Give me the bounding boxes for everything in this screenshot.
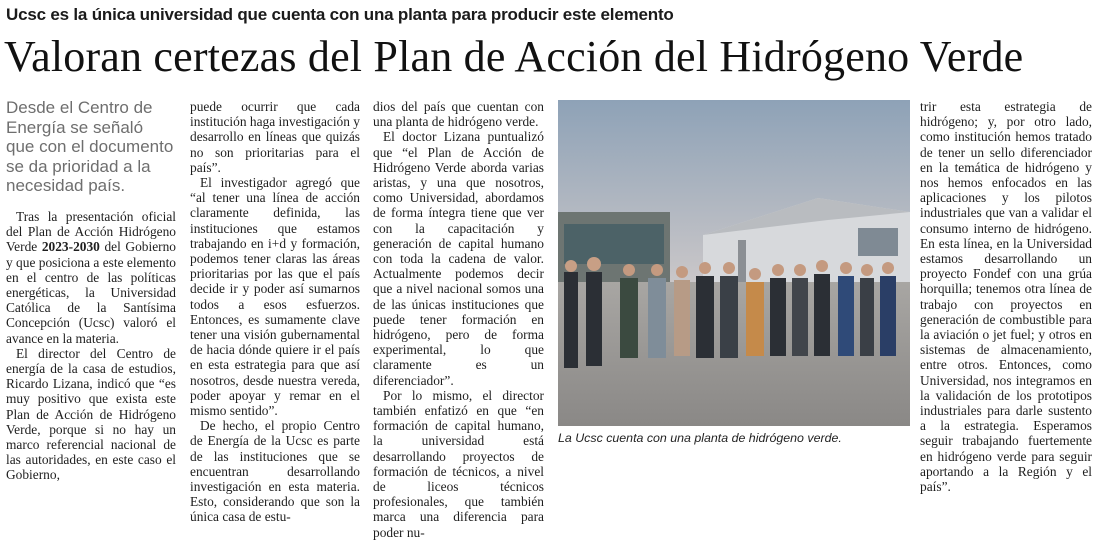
paragraph: Por lo mismo, el director también enfatizó en que “en formación de capital humano, la universidad está desarrollando proyectos de formación de técnicos, a nivel de liceos técnicos profesionales, que también marca una diferencia para poder nu- (373, 387, 544, 540)
lead-summary: Desde el Centro de Energía se señaló que con el documento se da prioridad a la necesidad país. (6, 98, 174, 196)
paragraph: trir esta estrategia de hidrógeno; y, por otro lado, como institución hemos tratado de tener un sello diferenciador en la temática de hidrógeno y nos hemos enfocados en las aplicaciones y los pilotos industriales que van a validar el consumo interno de hidrógeno. En esta línea, en la Universidad estamos desarrollando un proyecto Fondef con una grúa horquilla; tenemos otra línea de trabajo con proyectos en generación de combustible para la aviación o jet fuel; y otros en sistemas de almacenamiento, entre otros. Entonces, como Universidad, nos integramos en la validación de los prototipos industriales para darle sustento a la estrategia. Esperamos seguir trabajando fuertemente en hidrógeno verde para seguir aportando a la Región y el país”. (920, 99, 1092, 495)
article-column-3 (373, 99, 544, 540)
article-column-2 (190, 99, 360, 525)
article-column-4 (920, 99, 1092, 494)
paragraph: puede ocurrir que cada institución haga investigación y desarrollo en líneas que quizás no son prioritarias para el país”. (190, 99, 360, 175)
group-photo (558, 100, 910, 426)
photo-illustration (558, 100, 910, 426)
paragraph: El investigador agregó que “al tener una línea de acción claramente definida, las instituciones que estamos trabajando en i+d y formación, podemos tener claras las áreas prioritarias por las que el país decide ir y poder así sumarnos todos a esos esfuerzos. Entonces, es sumamente clave tener una visión gubernamental de hacia dónde quiere ir el país en esta estrategia para que así nosotros, desde nuestra vereda, poder apoyar y remar en el mismo sentido”. (190, 175, 360, 419)
paragraph: De hecho, el propio Centro de Energía de la Ucsc es parte de las instituciones que se encuentran desarrollando investigación en esta materia. Esto, considerando que son la única casa de estu- (190, 418, 360, 525)
plan-years: 2023-2030 (41, 239, 100, 255)
kicker: Ucsc es la única universidad que cuenta con una planta para producir este elemento (6, 5, 674, 24)
headline: Valoran certezas del Plan de Acción del Hidrógeno Verde (4, 32, 1024, 81)
paragraph: dios del país que cuentan con una planta de hidrógeno verde. (373, 99, 544, 130)
photo-caption: La Ucsc cuenta con una planta de hidrógeno verde. (558, 431, 842, 445)
paragraph: Tras la presentación oficial del Plan de Acción Hidrógeno Verde 2023-2030 del Gobierno y que posiciona a este elemento en el centro de las políticas energéticas, la Universidad Católica de la Santísima Concepción (Ucsc) valoró el avance en la materia. (6, 209, 176, 346)
paragraph: El director del Centro de energía de la casa de estudios, Ricardo Lizana, indicó que “es muy positivo que exista este Plan de Acción de Hidrógeno Verde, porque si no hay un marco referencial nacional de las autoridades, en este caso el Gobierno, (6, 345, 176, 483)
paragraph: El doctor Lizana puntualizó que “el Plan de Acción de Hidrógeno Verde aborda varias aristas, y una que nosotros, como Universidad, abordamos de forma íntegra tiene que ver con la capacitación y generación de capital humano con toda la cadena de valor. Actualmente podemos decir que a nivel nacional somos una de las únicas instituciones que puede tener formación en hidrógeno, pero de forma experimental, lo que claramente es un diferenciador”. (373, 129, 544, 388)
article-column-1 (6, 209, 176, 483)
